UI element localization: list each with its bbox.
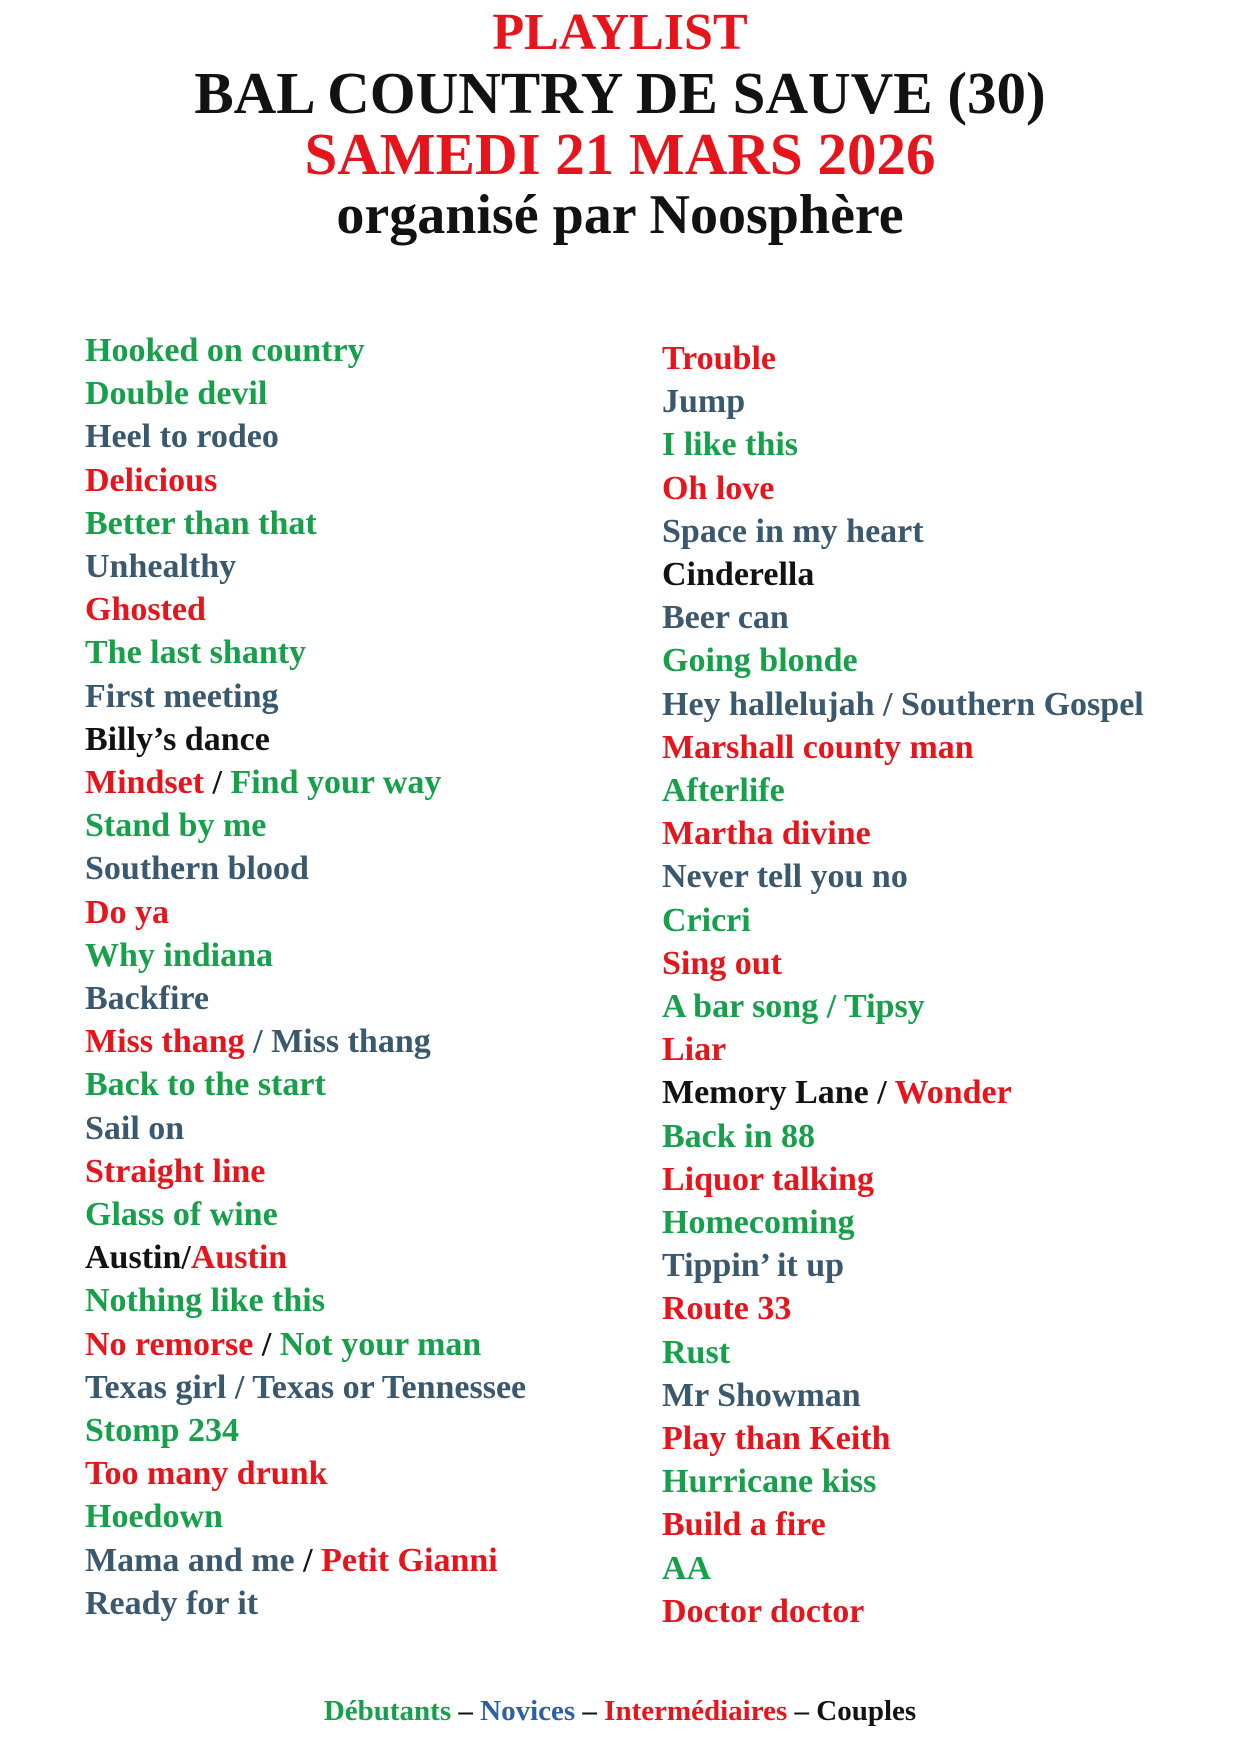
song-column-left — [85, 329, 526, 1625]
page-title: PLAYLIST — [492, 4, 748, 61]
song-segment: Space in my heart — [662, 512, 924, 550]
legend-segment: – — [575, 1695, 605, 1727]
song-segment: Build a fire — [662, 1506, 826, 1544]
song-segment: Not your man — [279, 1325, 482, 1363]
song-item — [85, 1236, 526, 1279]
song-item — [85, 415, 526, 458]
song-item — [85, 847, 526, 890]
song-item — [662, 1374, 1144, 1417]
song-segment: Homecoming — [662, 1204, 855, 1242]
song-segment: Ghosted — [85, 591, 206, 629]
level-legend — [0, 1693, 1240, 1729]
song-segment: Never tell you no — [662, 858, 908, 896]
song-item — [662, 726, 1144, 769]
song-segment: / — [253, 1325, 280, 1363]
song-item — [662, 1590, 1144, 1633]
song-segment: Find your way — [230, 764, 442, 802]
song-item — [662, 1115, 1144, 1158]
legend-segment: – — [787, 1695, 817, 1727]
song-segment: Double devil — [85, 375, 268, 413]
song-column-right — [662, 337, 1144, 1633]
song-item — [662, 380, 1144, 423]
song-segment: Going blonde — [662, 642, 858, 680]
song-item — [85, 1366, 526, 1409]
song-item — [85, 891, 526, 934]
song-segment: Delicious — [85, 461, 218, 499]
legend-segment: Intermédiaires — [604, 1695, 788, 1727]
song-segment: Play than Keith — [662, 1420, 891, 1458]
song-item — [662, 1417, 1144, 1460]
song-item — [85, 761, 526, 804]
song-item — [85, 1539, 526, 1582]
song-item — [662, 1071, 1144, 1114]
legend-segment: – — [451, 1695, 481, 1727]
song-segment: Back to the start — [85, 1066, 326, 1104]
song-segment: Afterlife — [662, 772, 785, 810]
song-segment: Hurricane kiss — [662, 1463, 877, 1501]
legend-segment: Novices — [480, 1695, 576, 1727]
song-segment: AA — [662, 1549, 712, 1587]
song-segment: Liar — [662, 1031, 727, 1069]
song-item — [85, 1150, 526, 1193]
song-segment: Stomp 234 — [85, 1412, 239, 1450]
song-segment: Tippin’ it up — [662, 1247, 845, 1285]
song-segment: Memory Lane / — [662, 1074, 895, 1112]
song-segment: Cinderella — [662, 556, 815, 594]
song-segment: Straight line — [85, 1152, 266, 1190]
song-item — [85, 1063, 526, 1106]
song-segment: Austin/ — [85, 1239, 191, 1277]
legend-line — [0, 1693, 1240, 1729]
event-date: SAMEDI 21 MARS 2026 — [304, 121, 936, 187]
song-item — [85, 545, 526, 588]
song-segment: Wonder — [894, 1074, 1012, 1112]
song-segment: Glass of wine — [85, 1196, 278, 1234]
song-item — [662, 596, 1144, 639]
legend-segment: Couples — [816, 1695, 917, 1727]
song-segment: Mindset — [85, 764, 204, 802]
song-item — [85, 1193, 526, 1236]
song-segment: Billy’s dance — [85, 720, 270, 758]
song-item — [85, 934, 526, 977]
song-item — [85, 1452, 526, 1495]
event-organizer: organisé par Noosphère — [336, 184, 904, 246]
song-segment: Ready for it — [85, 1584, 259, 1622]
song-segment: Hey hallelujah / Southern Gospel — [662, 685, 1144, 723]
song-item — [662, 1547, 1144, 1590]
song-segment: Route 33 — [662, 1290, 792, 1328]
song-item — [662, 942, 1144, 985]
song-item — [85, 1409, 526, 1452]
song-segment: Miss thang — [85, 1023, 245, 1061]
song-item — [662, 1503, 1144, 1546]
song-item — [85, 631, 526, 674]
song-item — [662, 337, 1144, 380]
song-item — [85, 1107, 526, 1150]
song-segment: Oh love — [662, 469, 775, 507]
song-segment: Trouble — [662, 340, 776, 377]
song-item — [662, 812, 1144, 855]
song-item — [85, 804, 526, 847]
song-segment: A bar song / Tipsy — [662, 988, 925, 1026]
song-item — [662, 1460, 1144, 1503]
song-item — [662, 510, 1144, 553]
song-item — [662, 1201, 1144, 1244]
song-segment: Why indiana — [85, 936, 274, 974]
song-segment: Back in 88 — [662, 1117, 816, 1155]
song-item — [85, 1279, 526, 1322]
song-segment: Unhealthy — [85, 548, 237, 586]
song-item — [85, 718, 526, 761]
song-item — [662, 467, 1144, 510]
song-item — [662, 639, 1144, 682]
song-segment: Hooked on country — [85, 332, 365, 369]
song-item — [85, 1582, 526, 1625]
song-item — [85, 372, 526, 415]
song-segment: Stand by me — [85, 807, 267, 845]
song-item — [662, 683, 1144, 726]
page-header — [0, 2, 1240, 246]
legend-segment: Débutants — [323, 1695, 452, 1727]
song-segment: Liquor talking — [662, 1160, 874, 1198]
song-segment: Heel to rodeo — [85, 418, 279, 456]
song-item — [85, 1323, 526, 1366]
song-segment: Marshall county man — [662, 728, 974, 766]
song-segment: Nothing like this — [85, 1282, 325, 1320]
song-segment: Sail on — [85, 1109, 185, 1147]
song-segment: Backfire — [85, 980, 210, 1018]
song-segment: Too many drunk — [85, 1455, 328, 1493]
event-title: BAL COUNTRY DE SAUVE (30) — [194, 60, 1046, 126]
song-item — [662, 1158, 1144, 1201]
song-item — [85, 588, 526, 631]
song-segment: / — [294, 1541, 322, 1579]
song-segment: I like this — [662, 426, 799, 464]
song-item — [85, 675, 526, 718]
song-item — [662, 769, 1144, 812]
song-item — [85, 1495, 526, 1538]
song-segment: Texas girl / Texas or Tennessee — [85, 1368, 527, 1406]
song-item — [662, 1287, 1144, 1330]
song-segment: Beer can — [662, 599, 789, 637]
song-segment: Austin — [190, 1239, 288, 1277]
song-item — [662, 1331, 1144, 1374]
song-segment: Petit Gianni — [321, 1541, 498, 1579]
song-item — [662, 985, 1144, 1028]
song-segment: Doctor doctor — [662, 1592, 865, 1630]
song-segment: Do ya — [85, 893, 170, 931]
song-segment: Mr Showman — [662, 1376, 861, 1414]
song-segment: Jump — [662, 383, 746, 421]
song-item — [85, 1020, 526, 1063]
song-item — [85, 977, 526, 1020]
song-item — [85, 502, 526, 545]
song-segment: The last shanty — [85, 634, 307, 672]
song-item — [662, 1028, 1144, 1071]
song-item — [662, 553, 1144, 596]
song-segment: Cricri — [662, 901, 751, 939]
song-segment: First meeting — [85, 677, 279, 715]
song-segment: No remorse — [85, 1325, 254, 1363]
song-segment: Rust — [662, 1333, 731, 1371]
song-segment: Southern blood — [85, 850, 309, 888]
song-segment: Hoedown — [85, 1498, 223, 1536]
song-item — [85, 329, 526, 372]
song-item — [662, 423, 1144, 466]
song-item — [85, 459, 526, 502]
song-segment: Mama and me — [85, 1541, 295, 1579]
song-item — [662, 855, 1144, 898]
song-item — [662, 1244, 1144, 1287]
song-segment: / Miss thang — [244, 1023, 431, 1061]
song-segment: Martha divine — [662, 815, 871, 853]
song-segment: Sing out — [662, 944, 782, 982]
song-item — [662, 899, 1144, 942]
song-segment: Better than that — [85, 504, 317, 542]
song-segment: / — [204, 764, 231, 802]
